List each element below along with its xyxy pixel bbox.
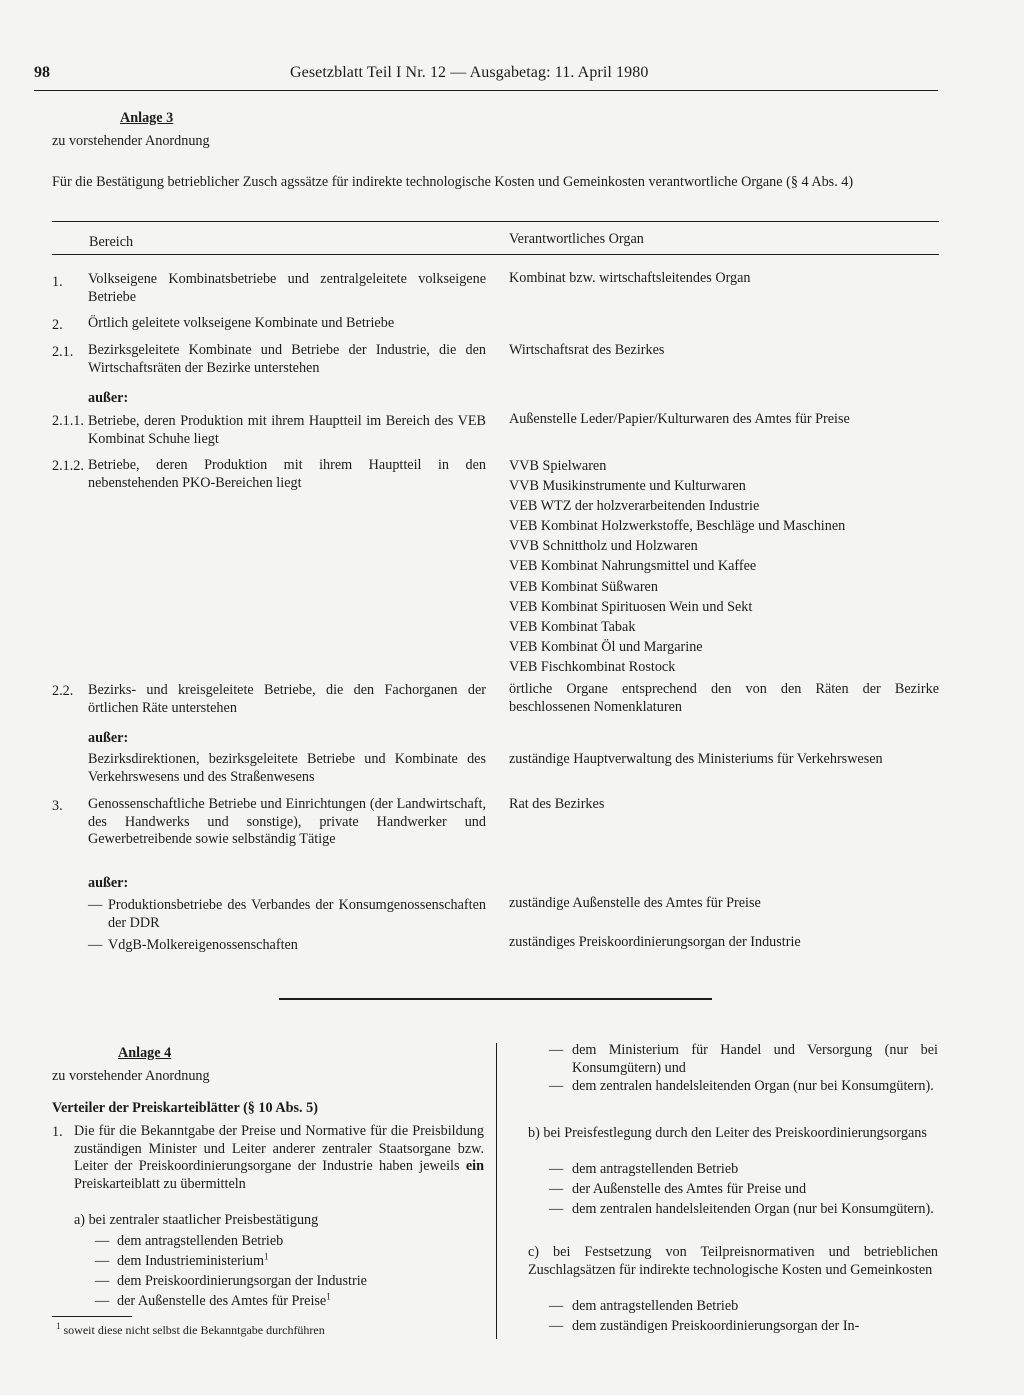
anlage3-title: Anlage 3 xyxy=(120,110,174,126)
list-item: VEB Kombinat Spirituosen Wein und Sekt xyxy=(509,598,753,615)
row-number: 3. xyxy=(52,798,63,814)
list-item: VVB Schnittholz und Holzwaren xyxy=(509,538,698,555)
footnote-text: soweit diese nicht selbst die Bekanntgabe durchführen xyxy=(63,1323,325,1337)
ausser-label: außer: xyxy=(88,875,129,891)
list-item-text: der Außenstelle des Amtes für Preise xyxy=(117,1293,327,1309)
page-number: 98 xyxy=(34,64,50,81)
row-number: 1. xyxy=(52,274,63,290)
anlage3-intro: Für die Bestätigung betrieblicher Zusch agssätze für indirekte technologische Kosten und Gemeinkosten verantwortliche Organe (§ 4 Abs. 4) xyxy=(52,174,854,190)
list-item: dem antragstellenden Betrieb xyxy=(572,1298,739,1314)
subsection-a-label: a) bei zentraler staatlicher Preisbestätigung xyxy=(74,1212,319,1228)
list-item: VEB Kombinat Holzwerkstoffe, Beschläge und Maschinen xyxy=(509,518,846,535)
list-item: VEB Fischkombinat Rostock xyxy=(509,658,676,675)
list-item: dem Ministerium für Handel und Versorgung (nur bei Konsumgütern) und xyxy=(572,1042,938,1076)
dash-bullet: — xyxy=(549,1161,564,1177)
list-item: VEB Kombinat Süßwaren xyxy=(509,578,658,595)
dash-bullet: — xyxy=(88,937,103,953)
row-organ: zuständiges Preiskoordinierungsorgan der Industrie xyxy=(509,934,801,950)
dash-bullet: — xyxy=(549,1042,564,1058)
list-item: VEB Kombinat Nahrungsmittel und Kaffee xyxy=(509,558,757,575)
pko-organ-list xyxy=(509,456,845,677)
row-organ: Rat des Bezirkes xyxy=(509,796,605,812)
list-item: dem zentralen handelsleitenden Organ (nur bei Konsumgütern). xyxy=(572,1078,934,1094)
list-item: VEB Kombinat Tabak xyxy=(509,618,636,635)
list-item: VEB Kombinat Öl und Margarine xyxy=(509,638,703,655)
dash-bullet: — xyxy=(549,1078,564,1094)
row-bereich: Volkseigene Kombinatsbetriebe und zentralgeleitete volkseigene Betriebe xyxy=(88,271,486,305)
row-organ: zuständige Außenstelle des Amtes für Preise xyxy=(509,895,761,911)
anlage3-subtitle: zu vorstehender Anordnung xyxy=(52,133,210,149)
paragraph-1-text-a: Die für die Bekanntgabe der Preise und Normative für die Preisbildung zuständigen Minister und Leiter anderer zentraler Staatsorgane bzw. Leiter der Preiskoordinierungsorgane der Industrie haben jeweils xyxy=(74,1123,484,1174)
list-item: dem antragstellenden Betrieb xyxy=(117,1233,284,1249)
row-organ: Wirtschaftsrat des Bezirkes xyxy=(509,342,665,358)
anlage4-title: Anlage 4 xyxy=(118,1045,172,1061)
ausser-label: außer: xyxy=(88,390,129,406)
row-bereich: Produktionsbetriebe des Verbandes der Konsumgenossenschaften der DDR xyxy=(108,897,486,931)
paragraph-1-emphasis: ein xyxy=(465,1158,484,1174)
dash-bullet: — xyxy=(95,1273,110,1289)
row-organ: Außenstelle Leder/Papier/Kulturwaren des Amtes für Preise xyxy=(509,411,850,427)
paragraph-1-text-b: Preiskarteiblatt zu übermitteln xyxy=(74,1175,246,1192)
list-item-text: dem Industrieministerium xyxy=(117,1253,264,1269)
row-bereich: Örtlich geleitete volkseigene Kombinate und Betriebe xyxy=(88,315,395,331)
footnote-marker: 1 xyxy=(326,1291,331,1302)
list-item: der Außenstelle des Amtes für Preise und xyxy=(572,1181,807,1197)
row-bereich: Bezirksgeleitete Kombinate und Betriebe der Industrie, die den Wirtschaftsräten der Bezirke unterstehen xyxy=(88,342,486,376)
row-bereich: Bezirksdirektionen, bezirksgeleitete Betriebe und Kombinate des Verkehrswesens und des Straßenwesens xyxy=(88,751,486,785)
footnote-rule xyxy=(52,1316,132,1317)
row-organ: Kombinat bzw. wirtschaftsleitendes Organ xyxy=(509,270,751,286)
section-separator xyxy=(279,998,712,1000)
footnote-marker: 1 xyxy=(56,1321,61,1331)
column-header-bereich: Bereich xyxy=(89,234,134,250)
row-number: 2. xyxy=(52,317,63,333)
row-number: 2.2. xyxy=(52,683,74,699)
row-bereich: Genossenschaftliche Betriebe und Einrichtungen (der Landwirtschaft, des Handwerks und sonstige), private Handwerker und Gewerbetreibende sowie selbständig Tätige xyxy=(88,796,486,847)
paragraph-number: 1. xyxy=(52,1124,63,1140)
list-item xyxy=(117,1293,331,1311)
row-organ: örtliche Organe entsprechend den von den Räten der Bezirke beschlossenen Nomenklaturen xyxy=(509,681,939,715)
list-item: dem zuständigen Preiskoordinierungsorgan der In- xyxy=(572,1318,860,1334)
dash-bullet: — xyxy=(549,1298,564,1314)
list-item: dem antragstellenden Betrieb xyxy=(572,1161,739,1177)
list-item xyxy=(117,1253,268,1271)
footnote xyxy=(56,1322,325,1340)
list-item: dem Preiskoordinierungsorgan der Industrie xyxy=(117,1273,367,1289)
row-bereich: Betriebe, deren Produktion mit ihrem Hauptteil in den nebenstehenden PKO-Bereichen liegt xyxy=(88,457,486,491)
list-item: VVB Spielwaren xyxy=(509,458,607,474)
row-bereich: Bezirks- und kreisgeleitete Betriebe, die den Fachorganen der örtlichen Räte unterstehen xyxy=(88,682,486,716)
list-item: VEB WTZ der holzverarbeitenden Industrie xyxy=(509,498,760,515)
list-item: VVB Musikinstrumente und Kulturwaren xyxy=(509,478,746,495)
row-number: 2.1.2. xyxy=(52,458,84,474)
list-item: dem zentralen handelsleitenden Organ (nur bei Konsumgütern). xyxy=(572,1201,934,1217)
anlage4-heading: Verteiler der Preiskarteiblätter (§ 10 Abs. 5) xyxy=(52,1100,318,1116)
dash-bullet: — xyxy=(549,1318,564,1334)
anlage4-subtitle: zu vorstehender Anordnung xyxy=(52,1068,210,1084)
dash-bullet: — xyxy=(88,897,103,913)
ausser-label: außer: xyxy=(88,730,129,746)
dash-bullet: — xyxy=(95,1293,110,1309)
row-organ: zuständige Hauptverwaltung des Ministeriums für Verkehrswesen xyxy=(509,751,883,767)
dash-bullet: — xyxy=(95,1253,110,1269)
table-top-rule xyxy=(52,221,939,222)
row-number: 2.1. xyxy=(52,344,74,360)
column-header-organ: Verantwortliches Organ xyxy=(509,231,644,247)
row-bereich: Betriebe, deren Produktion mit ihrem Hauptteil im Bereich des VEB Kombinat Schuhe liegt xyxy=(88,413,486,447)
dash-bullet: — xyxy=(549,1181,564,1197)
subsection-b-label: b) bei Preisfestlegung durch den Leiter des Preiskoordinierungsorgans xyxy=(528,1125,927,1141)
row-bereich: VdgB-Molkereigenossenschaften xyxy=(108,937,298,953)
footnote-marker: 1 xyxy=(263,1251,269,1262)
paragraph-1 xyxy=(74,1123,484,1193)
dash-bullet: — xyxy=(95,1233,110,1249)
subsection-c-label: c) bei Festsetzung von Teilpreisnormativen und betrieblichen Zuschlagsätzen für indirekte technologische Kosten und Gemeinkosten xyxy=(528,1244,938,1278)
header-rule xyxy=(34,90,938,91)
column-divider xyxy=(496,1043,497,1339)
page-header-title: Gesetzblatt Teil I Nr. 12 — Ausgabetag: 11. April 1980 xyxy=(290,64,649,81)
row-number: 2.1.1. xyxy=(52,413,84,429)
table-header-rule xyxy=(52,254,939,255)
dash-bullet: — xyxy=(549,1201,564,1217)
